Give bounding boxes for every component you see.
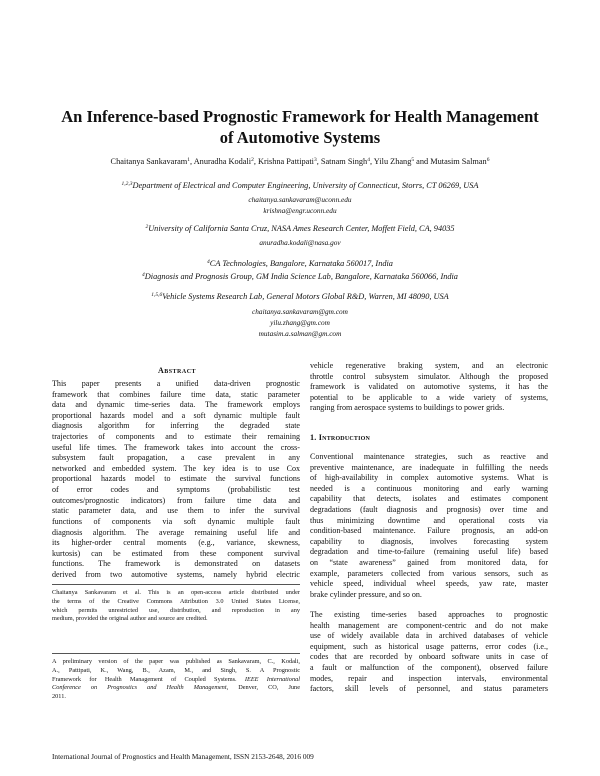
abstract-line: proportional hazards model and a soft dynamic multiple fault — [52, 410, 300, 420]
body-line: framework is validated on automotive systems, it has the — [310, 382, 548, 392]
abstract-continued — [310, 361, 548, 414]
abstract-line: diagnosis algorithm for inferring the degraded state — [52, 421, 300, 431]
footnote-line: the terms of the Creative Commons Attribution 3.0 United States License, — [52, 597, 300, 605]
abstract-line: diagnosis algorithm. The average remaining useful life and — [52, 527, 300, 537]
affiliation-sup: 4 — [142, 272, 145, 278]
body-line: capability to diagnosis, involves forecasting system — [310, 536, 548, 546]
affiliation-text: Diagnosis and Prognosis Group, GM India Science Lab, Bangalore, Karnataka 560066, India — [144, 272, 458, 281]
body-line: preventive maintenance, are inadequate in fulfilling the needs — [310, 462, 548, 472]
footnote-italic: IEEE International — [244, 675, 300, 683]
affiliation-text: CA Technologies, Bangalore, Karnataka 560017, India — [209, 259, 393, 268]
author-sup: 6 — [486, 157, 490, 163]
author-list — [40, 157, 560, 166]
body-line: Conventional maintenance strategies, such as reactive and — [310, 452, 548, 461]
footnote-line: 2011. — [52, 693, 66, 701]
body-line: a fault or malfunction of the component), observed failure — [310, 663, 548, 673]
author-name: and Mutasim Salman — [414, 157, 487, 166]
footnote-line: A., Pattipati, K., Wang, B., Azam, M., and Singh, S. A Prognostic — [52, 666, 300, 674]
email: yilu.zhang@gm.com — [270, 318, 330, 327]
email: chaitanya.sankavaram@gm.com — [252, 307, 348, 316]
author-sup: 4 — [367, 157, 370, 163]
affiliation-text: Vehicle Systems Research Lab, General Motors Global R&D, Warren, MI 48090, USA — [162, 292, 449, 301]
paper-title — [40, 106, 560, 148]
author-name: , Yilu Zhang — [369, 157, 412, 166]
abstract-line: useful life times. The framework takes into account the cross- — [52, 442, 300, 452]
body-line: degradations (fault diagnosis and prognosis) over time and — [310, 505, 548, 515]
body-line: health management are component-centric and do not make — [310, 620, 548, 630]
affiliation-5-emails — [40, 306, 560, 339]
license-footnote — [52, 589, 300, 624]
footnote-text: Framework for Health Management of Coupled Systems. — [52, 675, 245, 683]
journal-footer: International Journal of Prognostics and Health Management, ISSN 2153-2648, 2016 009 — [52, 752, 314, 761]
abstract-line: trajectories of components and to estimate their remaining — [52, 432, 300, 442]
affiliation-1 — [40, 181, 560, 190]
email: krishna@engr.uconn.edu — [263, 206, 337, 215]
author-sup: 3 — [313, 157, 317, 163]
section-heading-introduction: 1. Introduction — [310, 433, 371, 442]
footnote-line: Chaitanya Sankavaram et al. This is an open-access article distributed under — [52, 589, 300, 596]
abstract-line: data and dynamic time-series data. The framework employs — [52, 400, 300, 410]
abstract-line: This paper presents a unified data-driven prognostic — [52, 379, 300, 388]
body-line: throttle control subsystem simulator. Although the proposed — [310, 371, 548, 381]
author-name: , Anuradha Kodali — [190, 157, 252, 166]
author-sup: 1 — [187, 157, 190, 163]
affiliation-3 — [40, 259, 560, 268]
footnote-line: which permits unrestricted use, distribution, and reproduction in any — [52, 606, 300, 614]
body-line: needed is a continuous monitoring and early warning — [310, 483, 548, 493]
abstract-line: kurtosis) can be estimated from these component survival — [52, 548, 300, 558]
author-name: , Krishna Pattipati — [253, 157, 314, 166]
body-line: degradation and time-to-failure (remaining useful life) based — [310, 547, 548, 557]
affiliation-1-emails — [40, 194, 560, 216]
abstract-line: networked and embedded system. The key idea is to use Cox — [52, 463, 300, 473]
affiliation-sup: 1,2,3 — [121, 181, 133, 187]
affiliation-sup: 4 — [207, 259, 210, 265]
affiliation-4 — [40, 272, 560, 281]
footnote-text: , Denver, CO, June — [226, 684, 300, 692]
email: anuradha.kodali@nasa.gov — [259, 238, 341, 247]
body-line: use of widely available data in archived databases of vehicle — [310, 631, 548, 641]
title-line-1: An Inference-based Prognostic Framework for Health Management — [61, 107, 539, 126]
email: mutasim.a.salman@gm.com — [258, 329, 342, 338]
footnote-italic: Conference on Prognostics and Health Management — [52, 684, 227, 692]
footnote-line — [52, 676, 300, 685]
abstract-line: functions. The framework is demonstrated on datasets — [52, 559, 300, 569]
abstract-line: derived from two automotive systems, namely hybrid electric — [52, 569, 300, 579]
body-line: potential to be applicable to a wide variety of systems, — [310, 392, 548, 402]
prelim-footnote — [52, 658, 300, 702]
email: chaitanya.sankavaram@uconn.edu — [248, 195, 352, 204]
abstract-line: subsystem fault propagation, a case prevalent in any — [52, 453, 300, 463]
affiliation-5 — [40, 292, 560, 301]
affiliation-2-emails — [40, 237, 560, 248]
abstract-line: of error codes and symptoms (probabilistic test — [52, 485, 300, 495]
body-line: on “state awareness” gained from monitored data, for — [310, 558, 548, 568]
body-line: factors, skill levels of personnel, and status parameters — [310, 684, 548, 694]
abstract-line: its higher-order central moments (e.g., variance, skewness, — [52, 538, 300, 548]
body-line: condition-based maintenance. Failure prognosis, an add-on — [310, 526, 548, 536]
introduction-paragraph-1 — [310, 452, 548, 601]
author-name: , Satnam Singh — [316, 157, 368, 166]
footnote-divider — [52, 653, 300, 654]
author-name: Chaitanya Sankavaram — [110, 157, 188, 166]
abstract-heading: Abstract — [157, 366, 197, 375]
abstract-line: outcomes/prognostic indicators) from failure time data and — [52, 495, 300, 505]
introduction-paragraph-2 — [310, 610, 548, 695]
affiliation-text: University of California Santa Cruz, NASA Ames Research Center, Moffett Field, CA, 94035 — [148, 224, 455, 233]
affiliation-sup: 2 — [145, 224, 149, 230]
body-line: codes that are recorded by onboard software units in case of — [310, 652, 548, 662]
footnote-line — [52, 684, 300, 693]
body-line: vehicle speed, individual wheel speeds, yaw rate, master — [310, 579, 548, 589]
affiliation-text: Department of Electrical and Computer Engineering, University of Connecticut, Storrs, CT 06269, USA — [132, 181, 479, 190]
body-line: vehicle regenerative braking system, and an electronic — [310, 361, 548, 370]
body-line: equipment, such as historical usage patterns, error codes (i.e., — [310, 641, 548, 651]
body-line: ranging from aerospace systems to buildings to power grids. — [310, 403, 505, 413]
footnote-line: A preliminary version of the paper was published as Sankavaram, C., Kodali, — [52, 658, 300, 665]
abstract-body — [52, 379, 300, 581]
abstract-line: framework that combines failure time data, static parameter — [52, 389, 300, 399]
body-line: example, parameters collected from various sensors, such as — [310, 568, 548, 578]
abstract-line: static parameter data, and use them to infer the survival — [52, 506, 300, 516]
body-line: modes, repair and inspection intervals, environmental — [310, 673, 548, 683]
affiliation-sup: 1,5,6 — [151, 292, 163, 298]
abstract-line: functions of components via soft dynamic multiple fault — [52, 516, 300, 526]
body-line: The existing time-series based approaches to prognostic — [310, 610, 548, 619]
title-line-2: of Automotive Systems — [219, 128, 381, 147]
footnote-divider — [52, 584, 300, 585]
author-sup: 2 — [251, 157, 254, 163]
body-line: brake cylinder pressure, and so on. — [310, 589, 422, 599]
affiliation-2 — [40, 224, 560, 233]
abstract-line: proportional hazards model to estimate the survival functions — [52, 474, 300, 484]
footnote-line: medium, provided the original author and source are credited. — [52, 615, 208, 623]
body-line: thus minimizing downtime and operational costs via — [310, 515, 548, 525]
author-sup: 5 — [411, 157, 415, 163]
body-line: capability that detects, isolates and estimates component — [310, 494, 548, 504]
body-line: of high-availability in complex automotive systems. What is — [310, 473, 548, 483]
